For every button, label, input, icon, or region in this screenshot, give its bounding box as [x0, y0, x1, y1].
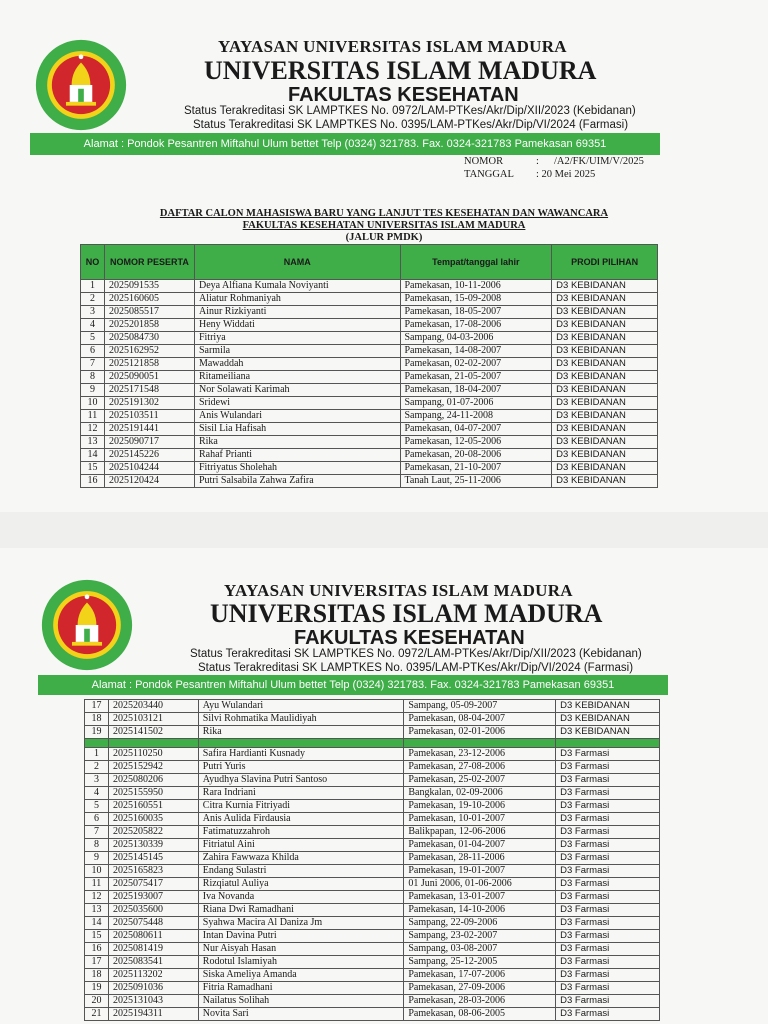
row-ttl: Pamekasan, 18-05-2007 — [400, 306, 552, 319]
table-row — [85, 956, 660, 969]
row-prodi: D3 Farmasi — [556, 1008, 660, 1021]
row-no: 1 — [81, 280, 105, 293]
row-prodi: D3 KEBIDANAN — [552, 462, 658, 475]
row-ttl: Pamekasan, 08-06-2005 — [404, 1008, 556, 1021]
row-ttl: Pamekasan, 23-12-2006 — [404, 748, 556, 761]
row-no: 2 — [81, 293, 105, 306]
faculty-heading: FAKULTAS KESEHATAN — [294, 627, 525, 649]
row-ttl: Pamekasan, 14-10-2006 — [404, 904, 556, 917]
row-prodi: D3 Farmasi — [556, 826, 660, 839]
row-prodi: D3 KEBIDANAN — [552, 319, 658, 332]
row-nomor-peserta: 2025160551 — [108, 800, 198, 813]
row-no: 19 — [85, 982, 109, 995]
row-no: 17 — [85, 700, 109, 713]
row-ttl: Tanah Laut, 25-11-2006 — [400, 475, 552, 488]
accreditation-kebidanan: Status Terakreditasi SK LAMPTKES No. 0972/LAM-PTKes/Akr/Dip/XII/2023 (Kebidanan) — [190, 648, 642, 660]
row-nomor-peserta: 2025083541 — [108, 956, 198, 969]
row-nama: Rizqiatul Auliya — [198, 878, 404, 891]
row-prodi: D3 Farmasi — [556, 878, 660, 891]
row-nomor-peserta: 2025205822 — [108, 826, 198, 839]
table-row — [85, 904, 660, 917]
table-row — [81, 475, 658, 488]
table-row — [81, 280, 658, 293]
row-ttl: Pamekasan, 12-05-2006 — [400, 436, 552, 449]
table-row — [85, 761, 660, 774]
row-prodi: D3 KEBIDANAN — [552, 410, 658, 423]
row-nama: Ayudhya Slavina Putri Santoso — [198, 774, 404, 787]
row-nomor-peserta: 2025080611 — [108, 930, 198, 943]
row-nama: Syahwa Macira Al Daniza Jm — [198, 917, 404, 930]
row-prodi: D3 Farmasi — [556, 904, 660, 917]
row-ttl: Sampang, 25-12-2005 — [404, 956, 556, 969]
row-nomor-peserta: 2025131043 — [108, 995, 198, 1008]
table-row — [85, 969, 660, 982]
row-prodi: D3 Farmasi — [556, 865, 660, 878]
row-ttl: Pamekasan, 17-08-2006 — [400, 319, 552, 332]
row-prodi: D3 KEBIDANAN — [552, 436, 658, 449]
row-prodi: D3 KEBIDANAN — [552, 345, 658, 358]
separator-cell — [556, 739, 660, 748]
separator-cell — [404, 739, 556, 748]
row-nama: Fitriyatus Sholehah — [194, 462, 400, 475]
row-ttl: Pamekasan, 10-11-2006 — [400, 280, 552, 293]
row-nama: Putri Yuris — [198, 761, 404, 774]
row-no: 21 — [85, 1008, 109, 1021]
row-ttl: Pamekasan, 14-08-2007 — [400, 345, 552, 358]
table-row — [85, 852, 660, 865]
row-nama: Citra Kurnia Fitriyadi — [198, 800, 404, 813]
row-nomor-peserta: 2025193007 — [108, 891, 198, 904]
row-ttl: Bangkalan, 02-09-2006 — [404, 787, 556, 800]
university-heading: UNIVERSITAS ISLAM MADURA — [210, 599, 603, 628]
row-nomor-peserta: 2025090051 — [104, 371, 194, 384]
faculty-heading: FAKULTAS KESEHATAN — [288, 84, 519, 106]
row-ttl: Pamekasan, 18-04-2007 — [400, 384, 552, 397]
row-no: 18 — [85, 713, 109, 726]
row-no: 14 — [81, 449, 105, 462]
row-ttl: Pamekasan, 20-08-2006 — [400, 449, 552, 462]
row-prodi: D3 Farmasi — [556, 982, 660, 995]
row-nama: Putri Salsabila Zahwa Zafira — [194, 475, 400, 488]
table-row — [81, 358, 658, 371]
row-prodi: D3 Farmasi — [556, 891, 660, 904]
row-no: 3 — [85, 774, 109, 787]
row-nama: Ayu Wulandari — [198, 700, 404, 713]
row-ttl: Pamekasan, 19-10-2006 — [404, 800, 556, 813]
row-nomor-peserta: 2025203440 — [108, 700, 198, 713]
title-line-1: DAFTAR CALON MAHASISWA BARU YANG LANJUT TES KESEHATAN DAN WAWANCARA — [159, 208, 609, 219]
table-row — [81, 332, 658, 345]
row-nama: Rahaf Prianti — [194, 449, 400, 462]
row-ttl: 01 Juni 2006, 01-06-2006 — [404, 878, 556, 891]
table-row — [81, 345, 658, 358]
row-ttl: Pamekasan, 10-01-2007 — [404, 813, 556, 826]
row-nama: Mawaddah — [194, 358, 400, 371]
row-prodi: D3 KEBIDANAN — [552, 280, 658, 293]
row-prodi: D3 KEBIDANAN — [552, 423, 658, 436]
row-nama: Novita Sari — [198, 1008, 404, 1021]
row-prodi: D3 KEBIDANAN — [552, 371, 658, 384]
row-nama: Aliatur Rohmaniyah — [194, 293, 400, 306]
accreditation-kebidanan: Status Terakreditasi SK LAMPTKES No. 0972/LAM-PTKes/Akr/Dip/XII/2023 (Kebidanan) — [184, 105, 636, 117]
university-heading: UNIVERSITAS ISLAM MADURA — [204, 56, 597, 85]
row-nomor-peserta: 2025155950 — [108, 787, 198, 800]
row-no: 15 — [81, 462, 105, 475]
row-no: 4 — [85, 787, 109, 800]
row-ttl: Pamekasan, 13-01-2007 — [404, 891, 556, 904]
table-body — [81, 280, 658, 488]
table-row — [85, 826, 660, 839]
section-separator — [85, 739, 660, 748]
table-row — [81, 371, 658, 384]
row-nama: Heny Widdati — [194, 319, 400, 332]
row-nama: Fitriya — [194, 332, 400, 345]
col-ttl: Tempat/tanggal lahir — [400, 245, 552, 280]
row-no: 14 — [85, 917, 109, 930]
row-prodi: D3 KEBIDANAN — [556, 713, 660, 726]
row-nama: Ritameiliana — [194, 371, 400, 384]
row-prodi: D3 KEBIDANAN — [552, 449, 658, 462]
row-nomor-peserta: 2025103121 — [108, 713, 198, 726]
address-text: Alamat : Pondok Pesantren Miftahul Ulum bettet Telp (0324) 321783. Fax. 0324-321783 Pamekasan 69351 — [83, 138, 607, 150]
row-nama: Zahira Fawwaza Khilda — [198, 852, 404, 865]
row-nama: Anis Wulandari — [194, 410, 400, 423]
row-nama: Sisil Lia Hafisah — [194, 423, 400, 436]
row-nomor-peserta: 2025110250 — [108, 748, 198, 761]
table-row — [85, 982, 660, 995]
title-line-2: FAKULTAS KESEHATAN UNIVERSITAS ISLAM MADURA — [242, 220, 526, 231]
row-prodi: D3 Farmasi — [556, 969, 660, 982]
row-prodi: D3 KEBIDANAN — [552, 332, 658, 345]
row-nomor-peserta: 2025091036 — [108, 982, 198, 995]
row-nama: Fitriatul Aini — [198, 839, 404, 852]
row-ttl: Balikpapan, 12-06-2006 — [404, 826, 556, 839]
row-no: 20 — [85, 995, 109, 1008]
row-ttl: Sampang, 22-09-2006 — [404, 917, 556, 930]
university-logo-icon — [34, 38, 128, 132]
row-ttl: Pamekasan, 17-07-2006 — [404, 969, 556, 982]
row-ttl: Pamekasan, 08-04-2007 — [404, 713, 556, 726]
row-ttl: Sampang, 24-11-2008 — [400, 410, 552, 423]
row-no: 7 — [85, 826, 109, 839]
row-nomor-peserta: 2025152942 — [108, 761, 198, 774]
candidate-table-continued — [84, 699, 660, 1021]
table-row — [81, 449, 658, 462]
row-no: 10 — [85, 865, 109, 878]
row-no: 8 — [85, 839, 109, 852]
document-title — [0, 208, 768, 244]
row-prodi: D3 Farmasi — [556, 813, 660, 826]
row-no: 9 — [81, 384, 105, 397]
letter-meta — [464, 156, 644, 182]
row-ttl: Pamekasan, 19-01-2007 — [404, 865, 556, 878]
row-nama: Sarmila — [194, 345, 400, 358]
table-row — [85, 748, 660, 761]
table-row — [85, 726, 660, 739]
row-nomor-peserta: 2025130339 — [108, 839, 198, 852]
table-row — [81, 319, 658, 332]
row-nama: Anis Aulida Firdausia — [198, 813, 404, 826]
row-no: 13 — [85, 904, 109, 917]
row-no: 15 — [85, 930, 109, 943]
row-no: 6 — [81, 345, 105, 358]
row-no: 9 — [85, 852, 109, 865]
row-no: 6 — [85, 813, 109, 826]
row-no: 13 — [81, 436, 105, 449]
row-prodi: D3 KEBIDANAN — [552, 306, 658, 319]
row-nama: Nur Aisyah Hasan — [198, 943, 404, 956]
table-row — [85, 774, 660, 787]
col-no: NO — [81, 245, 105, 280]
row-nomor-peserta: 2025075417 — [108, 878, 198, 891]
table-row — [81, 397, 658, 410]
row-no: 19 — [85, 726, 109, 739]
table-row — [85, 943, 660, 956]
row-no: 2 — [85, 761, 109, 774]
row-nama: Safira Hardianti Kusnady — [198, 748, 404, 761]
row-nomor-peserta: 2025160035 — [108, 813, 198, 826]
table-row — [85, 839, 660, 852]
title-line-3: (JALUR PMDK) — [345, 232, 423, 243]
page-gap — [0, 512, 768, 548]
row-ttl: Pamekasan, 28-03-2006 — [404, 995, 556, 1008]
row-no: 10 — [81, 397, 105, 410]
row-nomor-peserta: 2025091535 — [104, 280, 194, 293]
row-nama: Endang Sulastri — [198, 865, 404, 878]
row-no: 1 — [85, 748, 109, 761]
col-prodi: PRODI PILIHAN — [552, 245, 658, 280]
row-ttl: Sampang, 05-09-2007 — [404, 700, 556, 713]
row-ttl: Pamekasan, 21-10-2007 — [400, 462, 552, 475]
row-nomor-peserta: 2025162952 — [104, 345, 194, 358]
row-nomor-peserta: 2025090717 — [104, 436, 194, 449]
row-prodi: D3 KEBIDANAN — [552, 397, 658, 410]
row-nama: Nor Solawati Karimah — [194, 384, 400, 397]
table-row — [85, 700, 660, 713]
row-prodi: D3 Farmasi — [556, 943, 660, 956]
table-header-row — [81, 245, 658, 280]
row-ttl: Pamekasan, 15-09-2008 — [400, 293, 552, 306]
table-row — [85, 995, 660, 1008]
row-ttl: Sampang, 01-07-2006 — [400, 397, 552, 410]
table-row — [85, 713, 660, 726]
table-row — [85, 800, 660, 813]
nomor-sep: : — [536, 156, 539, 167]
row-nomor-peserta: 2025201858 — [104, 319, 194, 332]
accreditation-farmasi: Status Terakreditasi SK LAMPTKES No. 0395/LAM-PTKes/Akr/Dip/VI/2024 (Farmasi) — [198, 662, 634, 674]
row-prodi: D3 Farmasi — [556, 774, 660, 787]
row-nama: Rika — [198, 726, 404, 739]
row-nomor-peserta: 2025113202 — [108, 969, 198, 982]
row-nama: Rodotul Islamiyah — [198, 956, 404, 969]
row-nomor-peserta: 2025080206 — [108, 774, 198, 787]
table-row — [85, 865, 660, 878]
col-nama: NAMA — [194, 245, 400, 280]
row-ttl: Pamekasan, 27-09-2006 — [404, 982, 556, 995]
tanggal-value: : 20 Mei 2025 — [536, 169, 596, 180]
table-row — [81, 423, 658, 436]
row-no: 4 — [81, 319, 105, 332]
row-ttl: Sampang, 04-03-2006 — [400, 332, 552, 345]
row-nomor-peserta: 2025085517 — [104, 306, 194, 319]
row-nomor-peserta: 2025145226 — [104, 449, 194, 462]
separator-cell — [198, 739, 404, 748]
row-nomor-peserta: 2025121858 — [104, 358, 194, 371]
table-row — [81, 306, 658, 319]
row-nama: Riana Dwi Ramadhani — [198, 904, 404, 917]
table-row — [81, 462, 658, 475]
table-row — [81, 410, 658, 423]
row-prodi: D3 KEBIDANAN — [556, 700, 660, 713]
row-no: 11 — [85, 878, 109, 891]
table-row — [81, 293, 658, 306]
row-nama: Iva Novanda — [198, 891, 404, 904]
row-nomor-peserta: 2025084730 — [104, 332, 194, 345]
row-prodi: D3 KEBIDANAN — [556, 726, 660, 739]
row-ttl: Sampang, 23-02-2007 — [404, 930, 556, 943]
row-prodi: D3 KEBIDANAN — [552, 384, 658, 397]
row-nomor-peserta: 2025035600 — [108, 904, 198, 917]
separator-cell — [108, 739, 198, 748]
row-nama: Fatimatuzzahroh — [198, 826, 404, 839]
row-nomor-peserta: 2025191441 — [104, 423, 194, 436]
row-nomor-peserta: 2025191302 — [104, 397, 194, 410]
nomor-value: /A2/FK/UIM/V/2025 — [554, 156, 644, 167]
row-nomor-peserta: 2025145145 — [108, 852, 198, 865]
row-nama: Ainur Rizkiyanti — [194, 306, 400, 319]
row-nama: Intan Davina Putri — [198, 930, 404, 943]
candidate-table-kebidanan — [80, 244, 658, 488]
table-row — [85, 878, 660, 891]
row-nomor-peserta: 2025104244 — [104, 462, 194, 475]
row-no: 16 — [85, 943, 109, 956]
document-page-2 — [0, 548, 768, 1024]
row-nomor-peserta: 2025120424 — [104, 475, 194, 488]
row-prodi: D3 KEBIDANAN — [552, 293, 658, 306]
row-no: 11 — [81, 410, 105, 423]
table-row — [85, 1008, 660, 1021]
row-no: 12 — [85, 891, 109, 904]
row-nama: Nailatus Solihah — [198, 995, 404, 1008]
tanggal-label: TANGGAL — [464, 169, 514, 180]
address-bar — [38, 675, 668, 695]
row-no: 5 — [85, 800, 109, 813]
row-prodi: D3 KEBIDANAN — [552, 475, 658, 488]
table-row — [81, 384, 658, 397]
address-text: Alamat : Pondok Pesantren Miftahul Ulum bettet Telp (0324) 321783. Fax. 0324-321783 Pamekasan 69351 — [91, 679, 615, 691]
row-nomor-peserta: 2025165823 — [108, 865, 198, 878]
row-nama: Rika — [194, 436, 400, 449]
row-prodi: D3 Farmasi — [556, 839, 660, 852]
table-row — [81, 436, 658, 449]
row-no: 7 — [81, 358, 105, 371]
row-nama: Rara Indriani — [198, 787, 404, 800]
table-row — [85, 813, 660, 826]
row-nomor-peserta: 2025194311 — [108, 1008, 198, 1021]
row-ttl: Pamekasan, 02-02-2007 — [400, 358, 552, 371]
row-no: 18 — [85, 969, 109, 982]
row-no: 17 — [85, 956, 109, 969]
row-nama: Fitria Ramadhani — [198, 982, 404, 995]
row-ttl: Pamekasan, 27-08-2006 — [404, 761, 556, 774]
row-nomor-peserta: 2025075448 — [108, 917, 198, 930]
row-no: 12 — [81, 423, 105, 436]
row-nama: Sridewi — [194, 397, 400, 410]
row-prodi: D3 KEBIDANAN — [552, 358, 658, 371]
table-row — [85, 891, 660, 904]
accreditation-farmasi: Status Terakreditasi SK LAMPTKES No. 0395/LAM-PTKes/Akr/Dip/VI/2024 (Farmasi) — [193, 119, 629, 131]
row-nomor-peserta: 2025103511 — [104, 410, 194, 423]
row-prodi: D3 Farmasi — [556, 748, 660, 761]
row-nama: Silvi Rohmatika Maulidiyah — [198, 713, 404, 726]
row-prodi: D3 Farmasi — [556, 761, 660, 774]
row-nomor-peserta: 2025081419 — [108, 943, 198, 956]
row-nomor-peserta: 2025160605 — [104, 293, 194, 306]
row-prodi: D3 Farmasi — [556, 995, 660, 1008]
yayasan-heading: YAYASAN UNIVERSITAS ISLAM MADURA — [224, 581, 573, 600]
row-ttl: Pamekasan, 01-04-2007 — [404, 839, 556, 852]
nomor-label: NOMOR — [464, 156, 504, 167]
row-prodi: D3 Farmasi — [556, 787, 660, 800]
separator-cell — [85, 739, 109, 748]
row-prodi: D3 Farmasi — [556, 852, 660, 865]
col-nomor-peserta: NOMOR PESERTA — [104, 245, 194, 280]
row-ttl: Sampang, 03-08-2007 — [404, 943, 556, 956]
row-no: 16 — [81, 475, 105, 488]
row-prodi: D3 Farmasi — [556, 930, 660, 943]
table-row — [85, 787, 660, 800]
row-ttl: Pamekasan, 04-07-2007 — [400, 423, 552, 436]
row-ttl: Pamekasan, 25-02-2007 — [404, 774, 556, 787]
row-nama: Deya Alfiana Kumala Noviyanti — [194, 280, 400, 293]
row-nama: Siska Ameliya Amanda — [198, 969, 404, 982]
row-nomor-peserta: 2025171548 — [104, 384, 194, 397]
row-ttl: Pamekasan, 28-11-2006 — [404, 852, 556, 865]
row-prodi: D3 Farmasi — [556, 956, 660, 969]
table-row — [85, 930, 660, 943]
row-prodi: D3 Farmasi — [556, 800, 660, 813]
table-row — [85, 917, 660, 930]
table-body — [85, 700, 660, 1021]
university-logo-icon — [40, 578, 134, 672]
row-no: 5 — [81, 332, 105, 345]
yayasan-heading: YAYASAN UNIVERSITAS ISLAM MADURA — [218, 37, 567, 56]
address-bar — [30, 133, 660, 155]
row-ttl: Pamekasan, 21-05-2007 — [400, 371, 552, 384]
row-ttl: Pamekasan, 02-01-2006 — [404, 726, 556, 739]
row-nomor-peserta: 2025141502 — [108, 726, 198, 739]
row-no: 3 — [81, 306, 105, 319]
row-prodi: D3 Farmasi — [556, 917, 660, 930]
row-no: 8 — [81, 371, 105, 384]
